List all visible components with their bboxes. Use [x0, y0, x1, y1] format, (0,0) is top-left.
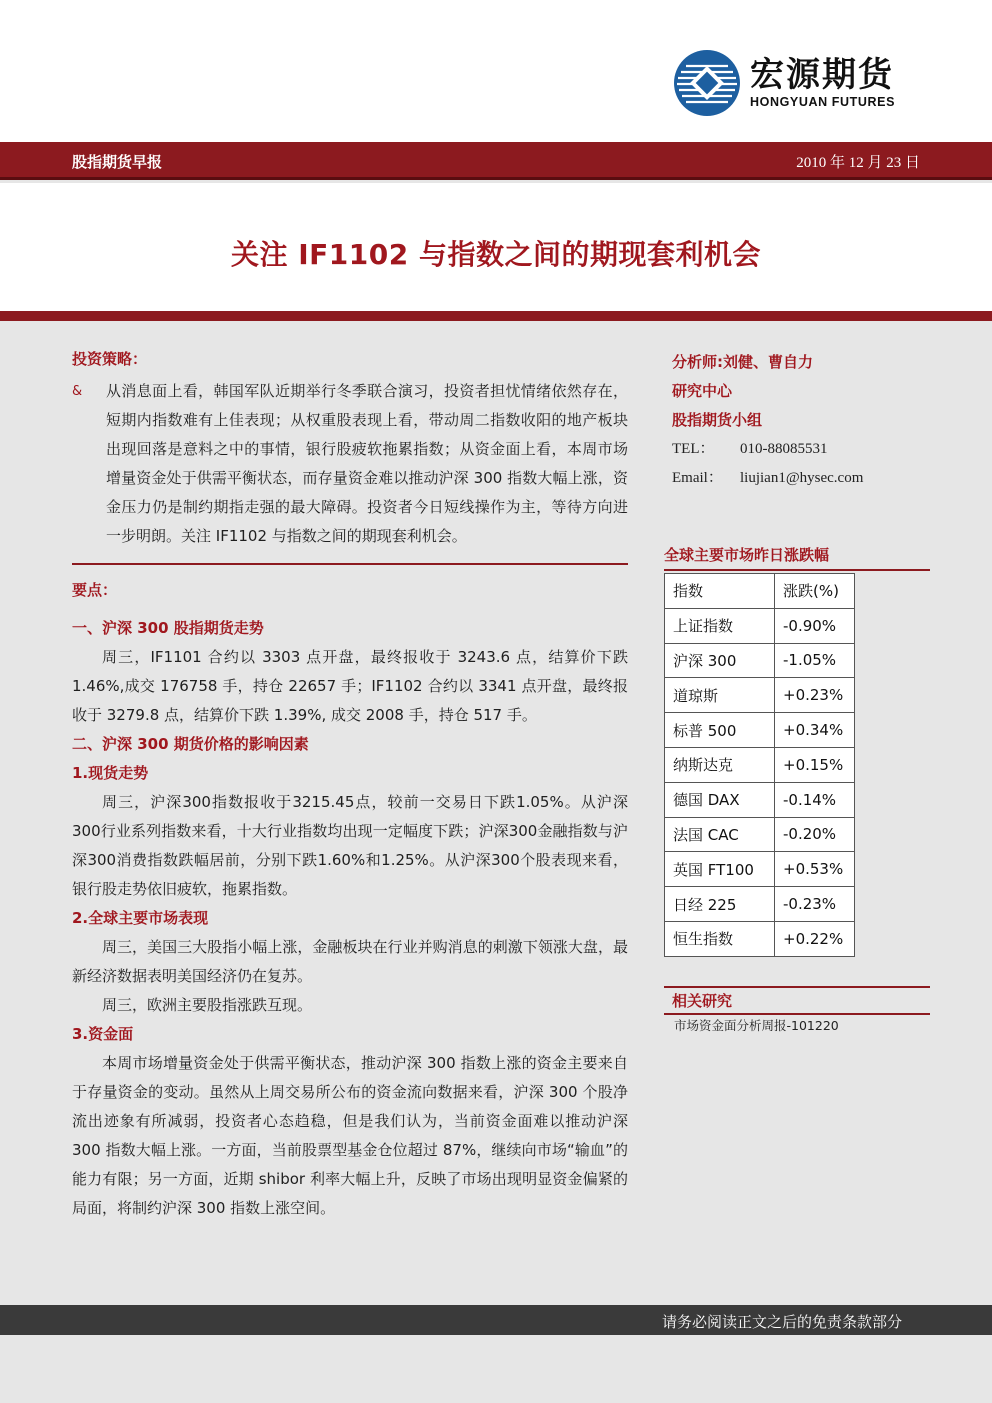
table-row: [665, 643, 855, 678]
change-cell: +0.15%: [775, 747, 855, 782]
table-header-row: [665, 574, 855, 609]
markets-table: [664, 573, 855, 957]
related-title: 相关研究: [664, 986, 930, 1015]
change-cell: -0.20%: [775, 817, 855, 852]
index-name-cell: 沪深 300: [665, 643, 775, 678]
index-name-cell: 日经 225: [665, 887, 775, 922]
subsection-spot-title: 1.现货走势: [72, 764, 149, 782]
hongyuan-logo-icon: [672, 48, 742, 118]
table-row: [665, 921, 855, 956]
index-name-cell: 恒生指数: [665, 921, 775, 956]
index-name-cell: 英国 FT100: [665, 852, 775, 887]
table-row: [665, 713, 855, 748]
section-divider: [72, 563, 628, 565]
change-cell: -0.23%: [775, 887, 855, 922]
change-cell: +0.23%: [775, 678, 855, 713]
strategy-item: [72, 377, 628, 551]
subsection-global-text-2: 周三，欧洲主要股指涨跌互现。: [102, 996, 313, 1014]
strategy-text: 从消息面上看，韩国军队近期举行冬季联合演习，投资者担忧情绪依然存在，短期内指数难有上佳表现；从权重股表现上看，带动周二指数收阳的地产板块出现回落是意料之中的事情，银行股疲软拖累指数；从资金面上看，本周市场增量资金处于供需平衡状态，而存量资金难以推动沪深 300 指数大幅上涨，资金压力仍是制约期指走强的最大障碍。投资者今日短线操作为主，等待方向进一步明朗。关注 IF1102 与指数之间的期现套利机会。: [106, 382, 628, 545]
company-logo: [672, 48, 895, 118]
subsection-funds-title: 3.资金面: [72, 1025, 134, 1043]
title-divider: [0, 311, 992, 321]
header-index: 指数: [665, 574, 775, 609]
email-label: Email：: [672, 470, 723, 486]
subsection-global-text-1: 周三，美国三大股指小幅上涨，金融板块在行业并购消息的刺激下领涨大盘，最新经济数据表明美国经济仍在复苏。: [72, 938, 628, 985]
report-type: 股指期货早报: [72, 153, 163, 171]
team-name: 股指期货小组: [672, 411, 763, 429]
bullet-icon: &: [72, 384, 83, 399]
points-heading: 要点：: [72, 581, 118, 599]
analyst-info: [672, 348, 932, 493]
section-2-title: 二、沪深 300 期货价格的影响因素: [72, 735, 309, 753]
main-content: [72, 348, 628, 1223]
subsection-funds-text: 本周市场增量资金处于供需平衡状态，推动沪深 300 指数上涨的资金主要来自于存量资金的变动。虽然从上周交易所公布的资金流向数据来看，沪深 300 个股净流出迹象有所减弱，投资者心态趋稳，但是我们认为，当前资金面难以推动沪深 300 指数大幅上涨。一方面，当前股票型基金仓位超过 87%，继续向市场“输血”的能力有限；另一方面，近期 shibor 利率大幅上升，反映了市场出现明显资金偏紧的局面，将制约沪深 300 指数上涨空间。: [72, 1054, 628, 1217]
table-row: [665, 852, 855, 887]
index-name-cell: 德国 DAX: [665, 782, 775, 817]
index-name-cell: 道琼斯: [665, 678, 775, 713]
change-cell: -1.05%: [775, 643, 855, 678]
research-center: 研究中心: [672, 382, 733, 400]
email-row: [672, 464, 932, 493]
table-row: [665, 782, 855, 817]
title-area: [0, 183, 992, 311]
page-title: 关注 IF1102 与指数之间的期现套利机会: [231, 238, 761, 271]
logo-name-cn: 宏源期货: [750, 55, 894, 95]
email-value[interactable]: liujian1@hysec.com: [740, 470, 864, 486]
table-row: [665, 887, 855, 922]
strategy-heading: 投资策略：: [72, 350, 148, 368]
change-cell: -0.14%: [775, 782, 855, 817]
related-item[interactable]: 市场资金面分析周报-101220: [674, 1018, 839, 1033]
section-1-title: 一、沪深 300 股指期货走势: [72, 619, 264, 637]
table-row: [665, 747, 855, 782]
subsection-spot-text: 周三，沪深300指数报收于3215.45点，较前一交易日下跌1.05%。从沪深300行业系列指数来看，十大行业指数均出现一定幅度下跌；沪深300金融指数与沪深300消费指数跌幅居前，分别下跌1.60%和1.25%。从沪深300个股表现来看，银行股走势依旧疲软，拖累指数。: [72, 793, 628, 898]
change-cell: +0.22%: [775, 921, 855, 956]
index-name-cell: 法国 CAC: [665, 817, 775, 852]
change-cell: +0.53%: [775, 852, 855, 887]
table-row: [665, 678, 855, 713]
index-name-cell: 标普 500: [665, 713, 775, 748]
tel-label: TEL：: [672, 441, 715, 457]
header-bar: [0, 142, 992, 180]
tel-row: [672, 435, 932, 464]
index-name-cell: 上证指数: [665, 608, 775, 643]
analyst-names: 分析师:刘健、曹自力: [672, 353, 813, 371]
section-1-text: 周三，IF1101 合约以 3303 点开盘，最终报收于 3243.6 点，结算价下跌 1.46%,成交 176758 手，持仓 22657 手；IF1102 合约以 3341 点开盘，最终报收于 3279.8 点，结算价下跌 1.39%, 成交 2008 手，持仓 517 手。: [72, 648, 628, 724]
header-change: 涨跌(%): [775, 574, 855, 609]
disclaimer-notice: 请务必阅读正文之后的免责条款部分: [661, 1313, 902, 1331]
top-area: [0, 0, 992, 142]
footer-bar: [0, 1305, 992, 1335]
table-row: [665, 817, 855, 852]
report-date: 2010 年 12 月 23 日: [796, 155, 920, 171]
change-cell: -0.90%: [775, 608, 855, 643]
change-cell: +0.34%: [775, 713, 855, 748]
table-row: [665, 608, 855, 643]
logo-name-en: HONGYUAN FUTURES: [750, 95, 896, 109]
subsection-global-title: 2.全球主要市场表现: [72, 909, 209, 927]
index-name-cell: 纳斯达克: [665, 747, 775, 782]
tel-value: 010-88085531: [740, 441, 828, 457]
markets-title: 全球主要市场昨日涨跌幅: [664, 544, 930, 571]
